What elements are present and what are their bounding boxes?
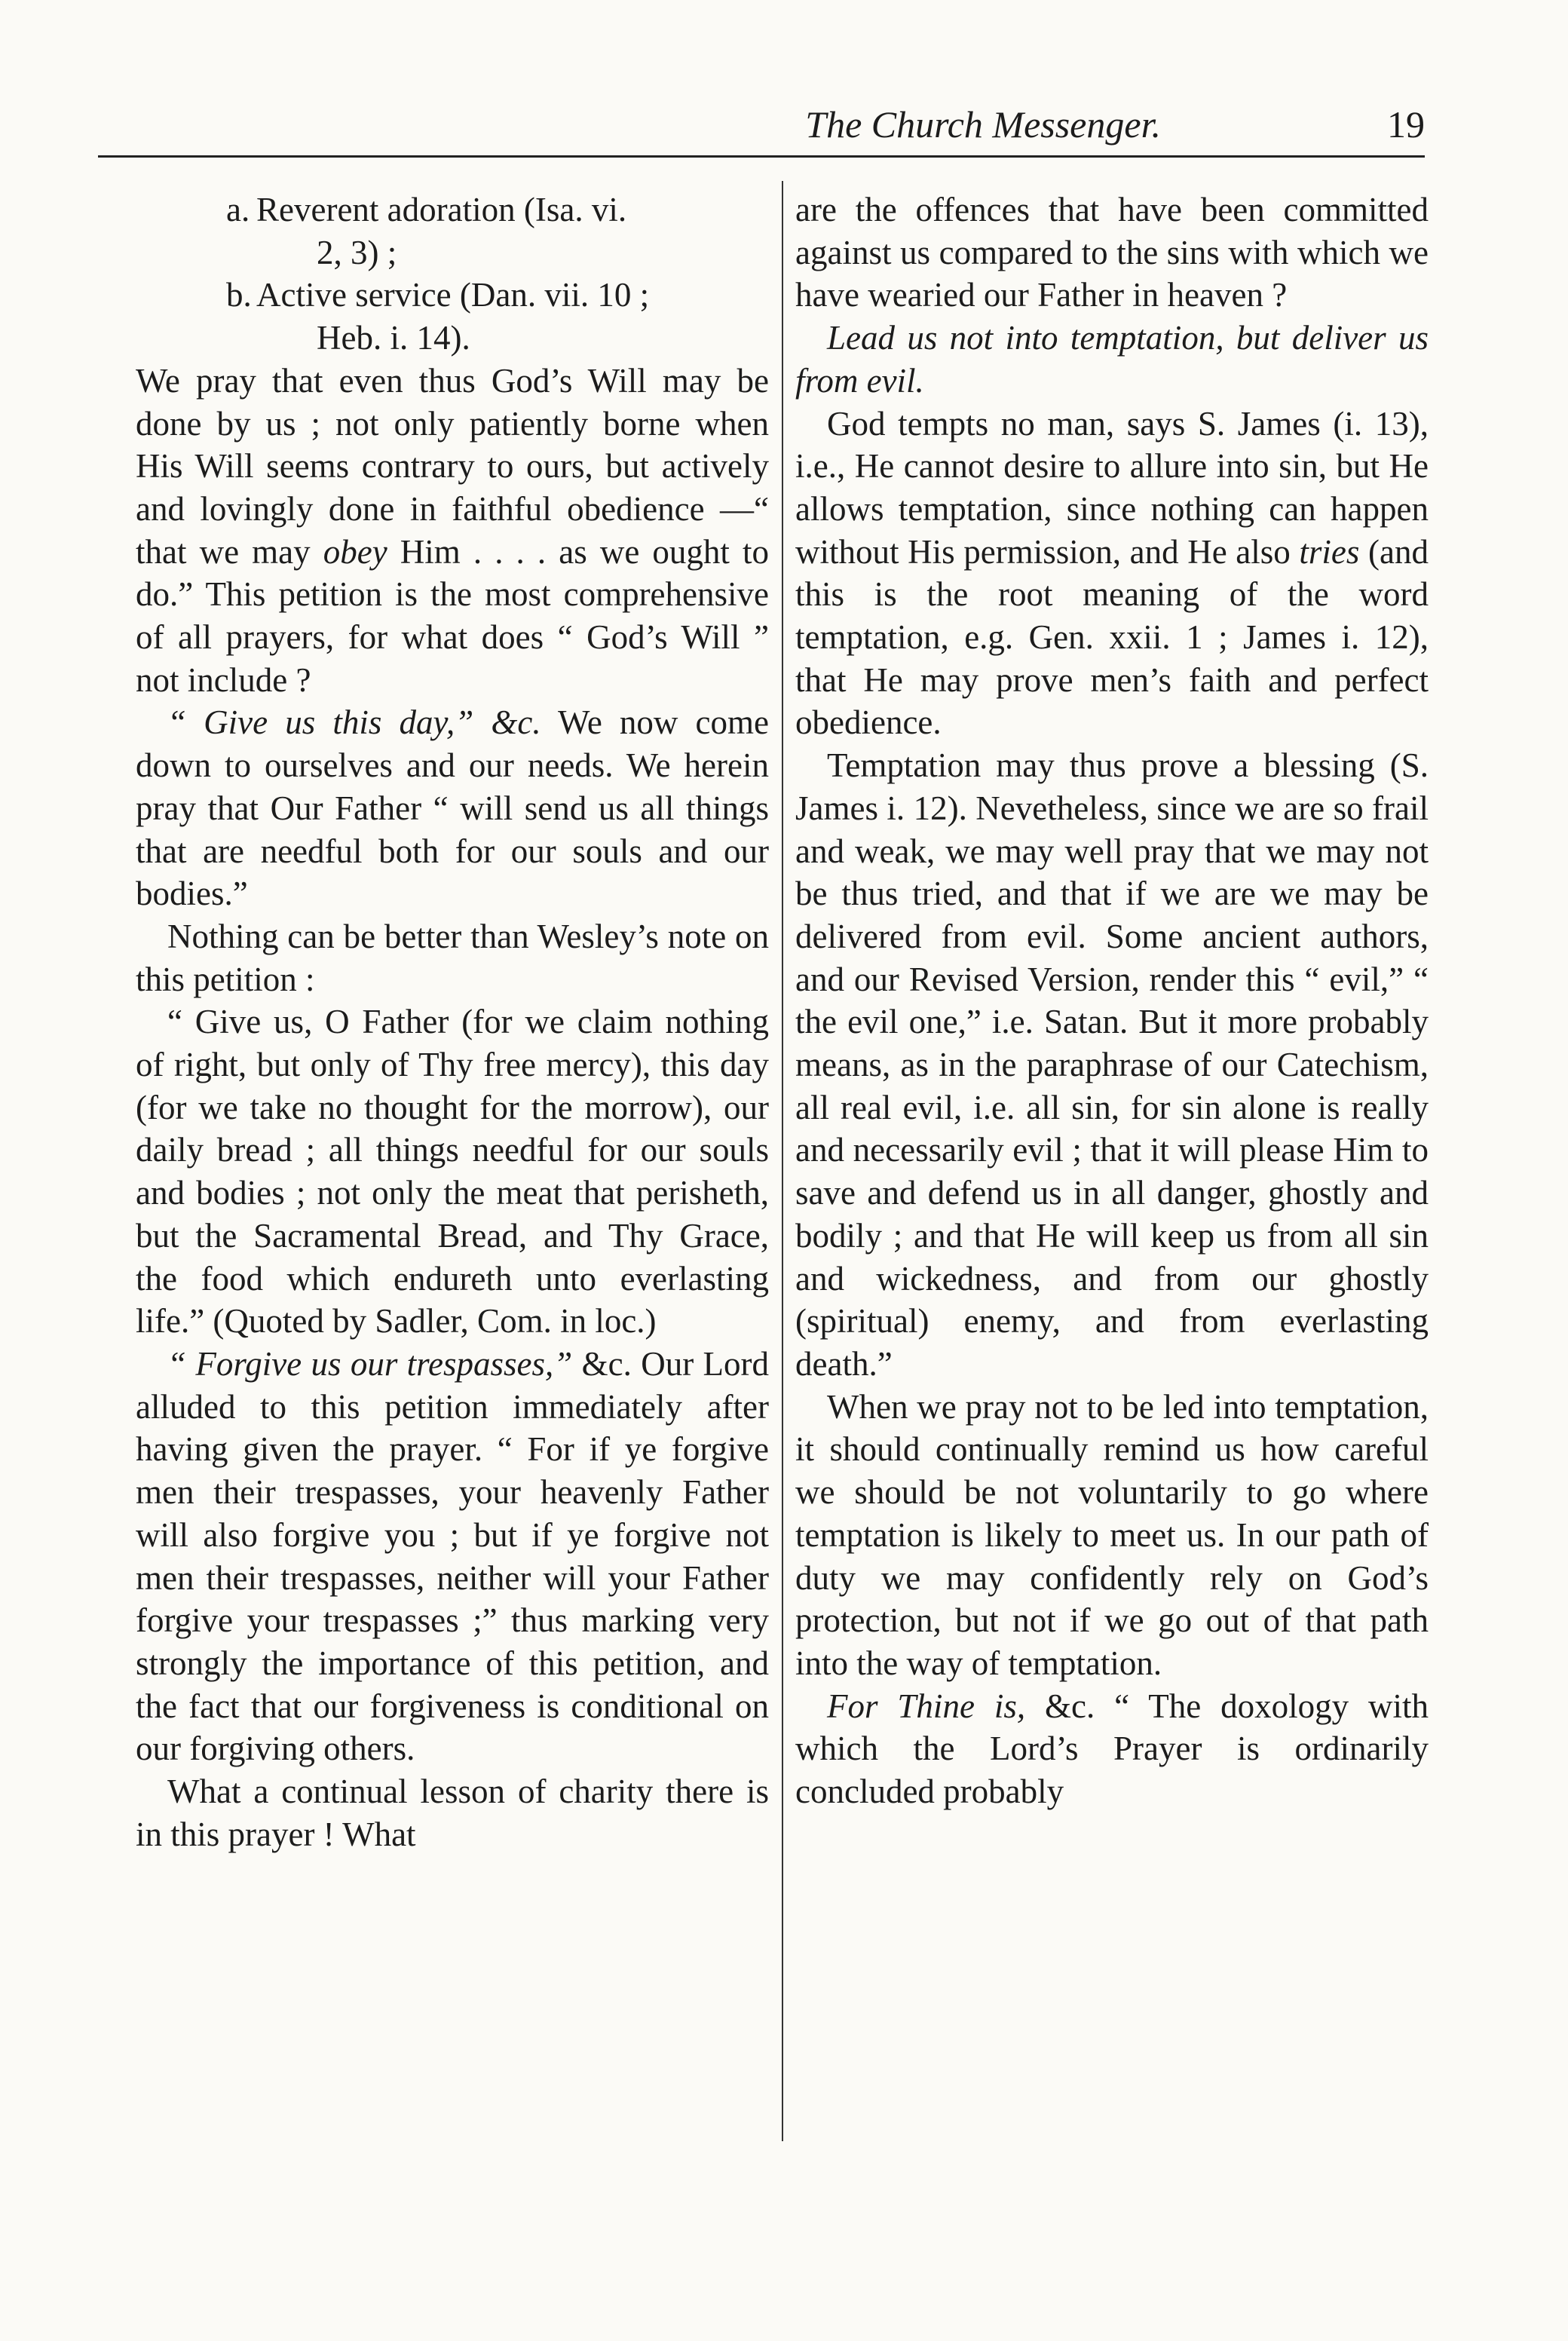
petition-heading: “ Give us this day,” &c. xyxy=(167,703,541,742)
paragraph-text: We now come down to ourselves and our needs. We herein pray that Our Father “ will send us all things that are needful both for our souls and our bodies.” xyxy=(136,703,769,913)
paragraph-text: We pray that even thus God’s Will may be done by us ; not only patiently borne when His Will seems contrary to ours, but actively and lovingly done in faithful obedience —“ that we may xyxy=(136,361,769,571)
page-number: 19 xyxy=(1387,103,1425,146)
list-marker-a: a. xyxy=(226,191,250,228)
paragraph-daily-bread xyxy=(136,701,769,915)
paragraph-text: &c. “ The doxology with which the Lord’s Prayer is ordinarily concluded probably xyxy=(795,1687,1429,1811)
page-header xyxy=(98,89,1425,157)
emphasis-obey: obey xyxy=(323,532,387,571)
petition-heading: For Thine is, xyxy=(827,1687,1026,1725)
paragraph-text: God tempts no man, says S. James (i. 13), i.e., He cannot desire to allure into sin, but He allows temptation, since nothing can happen without His permission, and He also xyxy=(795,404,1429,571)
paragraph-charity: What a continual lesson of charity there is in this prayer ! What xyxy=(136,1773,769,1853)
emphasis-tries: tries xyxy=(1299,532,1360,571)
list-item-a-text: Reverent adoration (Isa. vi. xyxy=(256,191,627,228)
left-column xyxy=(136,188,769,1855)
running-title: The Church Messenger. xyxy=(805,103,1161,146)
paragraph-trespasses xyxy=(136,1343,769,1770)
right-column xyxy=(795,188,1429,1813)
paragraph-temptation-blessing: Temptation may thus prove a blessing (S. James i. 12). Nevetheless, since we are so frail and weak, we may well pray that we may not be thus tried, and that if we are we may be delivered from evil. Some ancient authors, and our Revised Version, render this “ evil,” “ the evil one,” i.e. Satan. But it more probably means, as in the paraphrase of our Catechism, all real evil, i.e. all sin, for sin alone is really and necessarily evil ; that it will please Him to save and defend us in all danger, ghostly and bodily ; and that He will keep us from all sin and wickedness, and from our ghostly (spiritual) enemy, and from everlasting death.” xyxy=(795,746,1429,1383)
paragraph-god-tempts xyxy=(795,403,1429,745)
header-rule xyxy=(98,155,1425,158)
paragraph-gods-will xyxy=(136,360,769,702)
paragraph-wesley-intro: Nothing can be better than Wesley’s note on this petition : xyxy=(136,917,769,998)
petition-heading: Lead us not into temptation, but deliver us from evil. xyxy=(795,319,1429,400)
paragraph-offences: are the offences that have been committed against us compared to the sins with which we have wearied our Father in heaven ? xyxy=(795,191,1429,314)
list-item-b-text: Active service (Dan. vii. 10 ; xyxy=(256,276,650,314)
list-marker-b: b. xyxy=(226,276,252,314)
paragraph-doxology xyxy=(795,1685,1429,1813)
petition-heading: “ Forgive us our trespasses,” xyxy=(167,1344,573,1383)
list-item-b-continuation: Heb. i. 14). xyxy=(317,319,470,357)
petition-heading-temptation xyxy=(795,317,1429,402)
column-divider xyxy=(782,181,783,2141)
list-item-b xyxy=(136,274,769,359)
list-item-a xyxy=(136,188,769,274)
paragraph-text: (and this is the root meaning of the word temptation, e.g. Gen. xxii. 1 ; James i. 12), that He may prove men’s faith and perfect obedience. xyxy=(795,532,1429,742)
paragraph-text: Him . . . . as we ought to do.” This petition is the most comprehensive of all prayers, for what does “ God’s Will ” not include ? xyxy=(136,532,769,699)
list-item-a-continuation: 2, 3) ; xyxy=(317,233,397,271)
paragraph-text: &c. Our Lord alluded to this petition immediately after having given the prayer. “ For if ye forgive men their trespasses, your heavenly Father will also forgive you ; but if ye forgive not men their trespasses, neither will your Father forgive your trespasses ;” thus marking very strongly the importance of this petition, and the fact that our forgiveness is conditional on our forgiving others. xyxy=(136,1344,769,1768)
paragraph-path-of-duty: When we pray not to be led into temptation, it should continually remind us how careful we should be not voluntarily to go where temptation is likely to meet us. In our path of duty we may confidently rely on God’s protection, but not if we go out of that path into the way of temptation. xyxy=(795,1387,1429,1682)
paragraph-wesley-quote: “ Give us, O Father (for we claim nothing of right, but only of Thy free mercy), this day (for we take no thought for the morrow), our daily bread ; all things needful for our souls and bodies ; not only the meat that perisheth, but the Sacramental Bread, and Thy Grace, the food which endureth unto everlasting life.” (Quoted by Sadler, Com. in loc.) xyxy=(136,1003,769,1341)
